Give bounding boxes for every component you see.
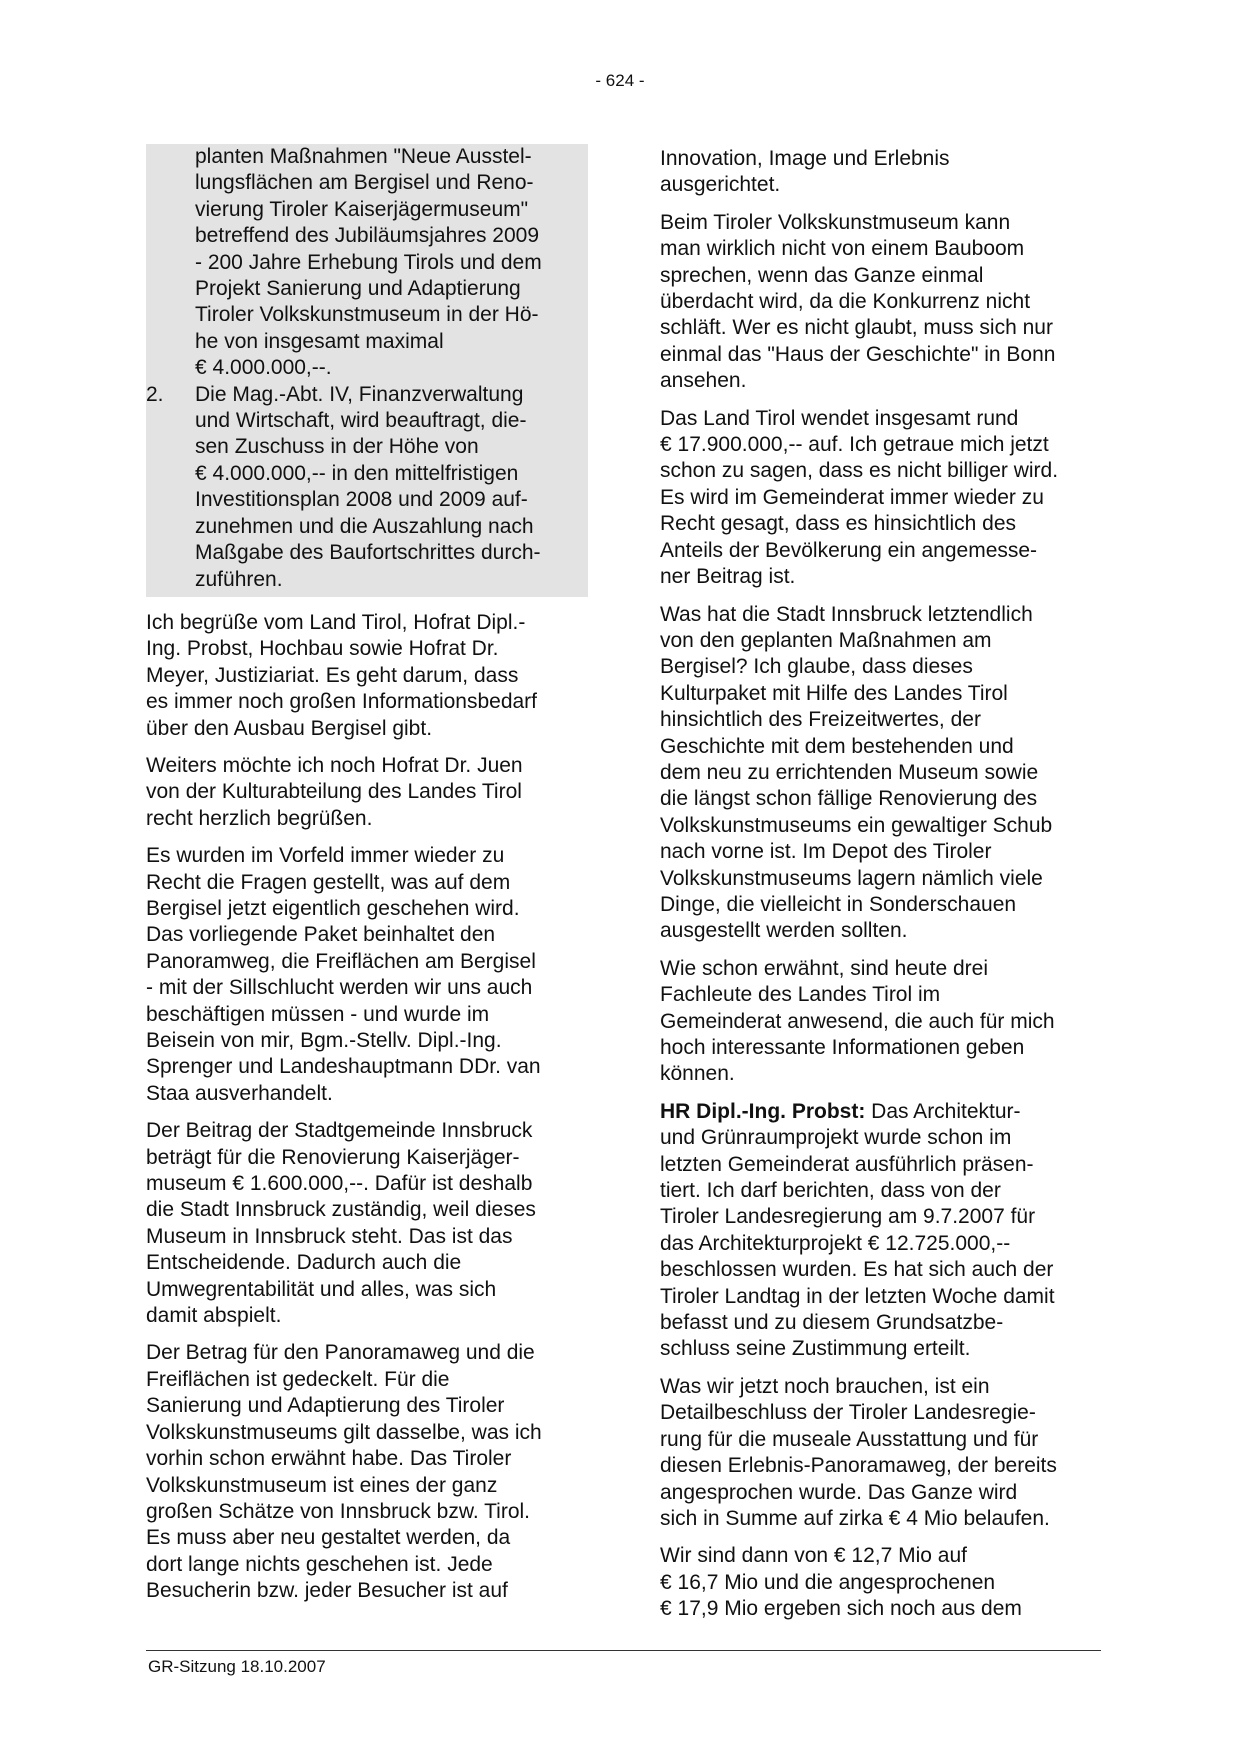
text-line: zuführen. (195, 567, 283, 591)
text-line: Volkskunstmuseums lagern nämlich viele (660, 866, 1043, 890)
text-line: das Architekturprojekt € 12.725.000,-- (660, 1231, 1011, 1255)
text-line: beschäftigen müssen - und wurde im (146, 1002, 490, 1026)
paragraph (146, 753, 588, 832)
text-line: Freiflächen ist gedeckelt. Für die (146, 1367, 450, 1391)
paragraph (660, 1374, 1100, 1532)
text-line: lungsflächen am Bergisel und Reno- (195, 171, 534, 195)
speaker-first-line: Das Architektur- (865, 1099, 1021, 1123)
text-line: Weiters möchte ich noch Hofrat Dr. Juen (146, 753, 523, 777)
text-line: Es muss aber neu gestaltet werden, da (146, 1526, 511, 1550)
text-line: man wirklich nicht von einem Bauboom (660, 237, 1025, 261)
page-number: - 624 - (595, 71, 645, 90)
text-line: Museum in Innsbruck steht. Das ist das (146, 1224, 513, 1248)
text-line: € 17.900.000,-- auf. Ich getraue mich jetzt (660, 433, 1049, 457)
text-line: dem neu zu errichtenden Museum sowie (660, 760, 1039, 784)
text-line: Tiroler Landesregierung am 9.7.2007 für (660, 1205, 1036, 1229)
text-line: von den geplanten Maßnahmen am (660, 628, 992, 652)
text-line: ner Beitrag ist. (660, 565, 796, 589)
text-line: Kulturpaket mit Hilfe des Landes Tirol (660, 681, 1008, 705)
text-line: sich in Summe auf zirka € 4 Mio belaufen. (660, 1506, 1050, 1530)
text-line: beschlossen wurden. Es hat sich auch der (660, 1258, 1054, 1282)
text-line: tiert. Ich darf berichten, dass von der (660, 1179, 1001, 1203)
paragraph (660, 146, 1100, 199)
motion-item-1-continuation (146, 144, 588, 382)
text-line: Projekt Sanierung und Adaptierung (195, 277, 521, 301)
text-line: überdacht wird, da die Konkurrenz nicht (660, 290, 1031, 314)
speaker-name: HR Dipl.-Ing. Probst: (660, 1099, 866, 1123)
text-line: Innovation, Image und Erlebnis (660, 147, 950, 170)
speaker-paragraph (660, 1099, 1100, 1363)
text-line: die Stadt Innsbruck zuständig, weil dieses (146, 1198, 536, 1222)
text-line: vorhin schon erwähnt habe. Das Tiroler (146, 1447, 512, 1471)
paragraph (660, 210, 1100, 395)
text-line: Sprenger und Landeshauptmann DDr. van (146, 1055, 541, 1079)
text-line: Anteils der Bevölkerung ein angemesse- (660, 538, 1038, 562)
text-line: € 17,9 Mio ergeben sich noch aus dem (660, 1597, 1022, 1621)
left-column (146, 146, 588, 1616)
text-line: € 16,7 Mio und die angesprochenen (660, 1570, 996, 1594)
text-line: Dinge, die vielleicht in Sonderschauen (660, 892, 1017, 916)
text-line: von der Kulturabteilung des Landes Tirol (146, 780, 522, 804)
text-line: hoch interessante Informationen geben (660, 1036, 1025, 1059)
text-line: Was wir jetzt noch brauchen, ist ein (660, 1374, 990, 1398)
text-line: können. (660, 1062, 735, 1086)
paragraph (660, 1543, 1100, 1622)
text-line: Detailbeschluss der Tiroler Landesregie- (660, 1401, 1036, 1425)
text-line: Sanierung und Adaptierung des Tiroler (146, 1394, 505, 1418)
paragraph (146, 1118, 588, 1329)
motion-item-2-text (195, 382, 588, 593)
text-line: Volkskunstmuseum ist eines der ganz (146, 1473, 498, 1497)
text-line: Bergisel jetzt eigentlich geschehen wird. (146, 896, 520, 920)
text-line: Recht gesagt, dass es hinsichtlich des (660, 512, 1017, 536)
text-line: rung für die museale Ausstattung und für (660, 1427, 1039, 1451)
right-column (660, 146, 1100, 1634)
text-line: vierung Tiroler Kaiserjägermuseum" (195, 197, 529, 221)
text-line: Der Betrag für den Panoramaweg und die (146, 1341, 535, 1365)
motion-item-2 (146, 382, 588, 593)
text-line: Besucherin bzw. jeder Besucher ist auf (146, 1579, 508, 1603)
text-line: betreffend des Jubiläumsjahres 2009 (195, 224, 540, 248)
text-line: schluss seine Zustimmung erteilt. (660, 1337, 971, 1361)
paragraph (660, 602, 1100, 945)
text-line: Fachleute des Landes Tirol im (660, 983, 941, 1007)
left-column-paragraphs (146, 610, 588, 1605)
text-line: € 4.000.000,-- in den mittelfristigen (195, 461, 519, 485)
text-line: Was hat die Stadt Innsbruck letztendlich (660, 602, 1033, 626)
text-line: zunehmen und die Auszahlung nach (195, 514, 534, 538)
text-line: Es wurden im Vorfeld immer wieder zu (146, 844, 505, 868)
text-line: schläft. Wer es nicht glaubt, muss sich nur (660, 316, 1053, 340)
text-line: Tiroler Landtag in der letzten Woche damit (660, 1284, 1055, 1308)
text-line: und Wirtschaft, wird beauftragt, die- (195, 409, 527, 433)
paragraph (660, 956, 1100, 1088)
text-line: befasst und zu diesem Grundsatzbe- (660, 1311, 1004, 1335)
text-line: sen Zuschuss in der Höhe von (195, 435, 479, 459)
text-line: € 4.000.000,--. (195, 356, 332, 380)
text-line: schon zu sagen, dass es nicht billiger wird. (660, 459, 1059, 483)
text-line: Beisein von mir, Bgm.-Stellv. Dipl.-Ing. (146, 1029, 502, 1052)
text-line: Maßgabe des Baufortschrittes durch- (195, 541, 541, 565)
paragraph (146, 610, 588, 742)
text-line: und Grünraumprojekt wurde schon im (660, 1126, 1012, 1150)
footer-session-date: GR-Sitzung 18.10.2007 (148, 1657, 326, 1676)
text-line: nach vorne ist. Im Depot des Tiroler (660, 840, 992, 864)
text-line: ansehen. (660, 369, 747, 393)
text-line: Das vorliegende Paket beinhaltet den (146, 923, 496, 947)
text-line: - mit der Sillschlucht werden wir uns auch (146, 976, 533, 1000)
text-line: Tiroler Volkskunstmuseum in der Hö- (195, 303, 539, 327)
text-line: ausgerichtet. (660, 173, 781, 197)
text-line: sprechen, wenn das Ganze einmal (660, 263, 984, 287)
text-line: Umwegrentabilität und alles, was sich (146, 1277, 497, 1301)
text-line: Staa ausverhandelt. (146, 1081, 333, 1105)
paragraph (146, 1340, 588, 1604)
text-line: Ich begrüße vom Land Tirol, Hofrat Dipl.- (146, 610, 526, 634)
text-line: die längst schon fällige Renovierung des (660, 787, 1038, 811)
text-line: Das Land Tirol wendet insgesamt rund (660, 406, 1019, 430)
text-line: Recht die Fragen gestellt, was auf dem (146, 870, 511, 894)
text-line: Die Mag.-Abt. IV, Finanzverwaltung (195, 382, 524, 406)
paragraph (146, 843, 588, 1107)
paragraph (660, 406, 1100, 591)
text-line: einmal das "Haus der Geschichte" in Bonn (660, 342, 1056, 366)
text-line: über den Ausbau Bergisel gibt. (146, 716, 433, 740)
text-line: diesen Erlebnis-Panoramaweg, der bereits (660, 1454, 1057, 1478)
text-line: Gemeinderat anwesend, die auch für mich (660, 1009, 1055, 1033)
text-line: damit abspielt. (146, 1304, 282, 1328)
text-line: Der Beitrag der Stadtgemeinde Innsbruck (146, 1119, 533, 1143)
text-line: planten Maßnahmen "Neue Ausstel- (195, 145, 532, 168)
text-line: Investitionsplan 2008 und 2009 auf- (195, 488, 528, 512)
text-line: he von insgesamt maximal (195, 329, 444, 353)
text-line: es immer noch großen Informationsbedarf (146, 690, 538, 714)
text-line: recht herzlich begrüßen. (146, 806, 373, 830)
motion-text-box (146, 144, 588, 597)
text-line: Volkskunstmuseums gilt dasselbe, was ich (146, 1420, 542, 1444)
text-line: Es wird im Gemeinderat immer wieder zu (660, 485, 1044, 509)
text-line: Entscheidende. Dadurch auch die (146, 1251, 462, 1275)
text-line: letzten Gemeinderat ausführlich präsen- (660, 1152, 1034, 1176)
text-line: ausgestellt werden sollten. (660, 919, 908, 943)
text-line: - 200 Jahre Erhebung Tirols und dem (195, 250, 542, 274)
text-line: Wie schon erwähnt, sind heute drei (660, 956, 989, 980)
text-line: großen Schätze von Innsbruck bzw. Tirol. (146, 1499, 531, 1523)
right-column-after-speaker (660, 1374, 1100, 1623)
text-line: Beim Tiroler Volkskunstmuseum kann (660, 210, 1011, 234)
motion-item-2-number: 2. (146, 382, 164, 406)
text-line: Ing. Probst, Hochbau sowie Hofrat Dr. (146, 637, 499, 661)
footer-divider (146, 1650, 1101, 1651)
text-line: museum € 1.600.000,--. Dafür ist deshalb (146, 1172, 533, 1196)
text-line: dort lange nichts geschehen ist. Jede (146, 1552, 493, 1576)
text-line: Volkskunstmuseums ein gewaltiger Schub (660, 813, 1053, 837)
text-line: hinsichtlich des Freizeitwertes, der (660, 708, 981, 732)
text-line: beträgt für die Renovierung Kaiserjäger- (146, 1145, 520, 1169)
text-line: Panoramweg, die Freiflächen am Bergisel (146, 949, 536, 973)
text-line: Wir sind dann von € 12,7 Mio auf (660, 1544, 968, 1568)
text-line: Geschichte mit dem bestehenden und (660, 734, 1014, 758)
text-line: Bergisel? Ich glaube, dass dieses (660, 655, 973, 679)
text-line: Meyer, Justiziariat. Es geht darum, dass (146, 663, 519, 687)
text-line: angesprochen wurde. Das Ganze wird (660, 1480, 1018, 1504)
right-column-paragraphs (660, 146, 1100, 1088)
